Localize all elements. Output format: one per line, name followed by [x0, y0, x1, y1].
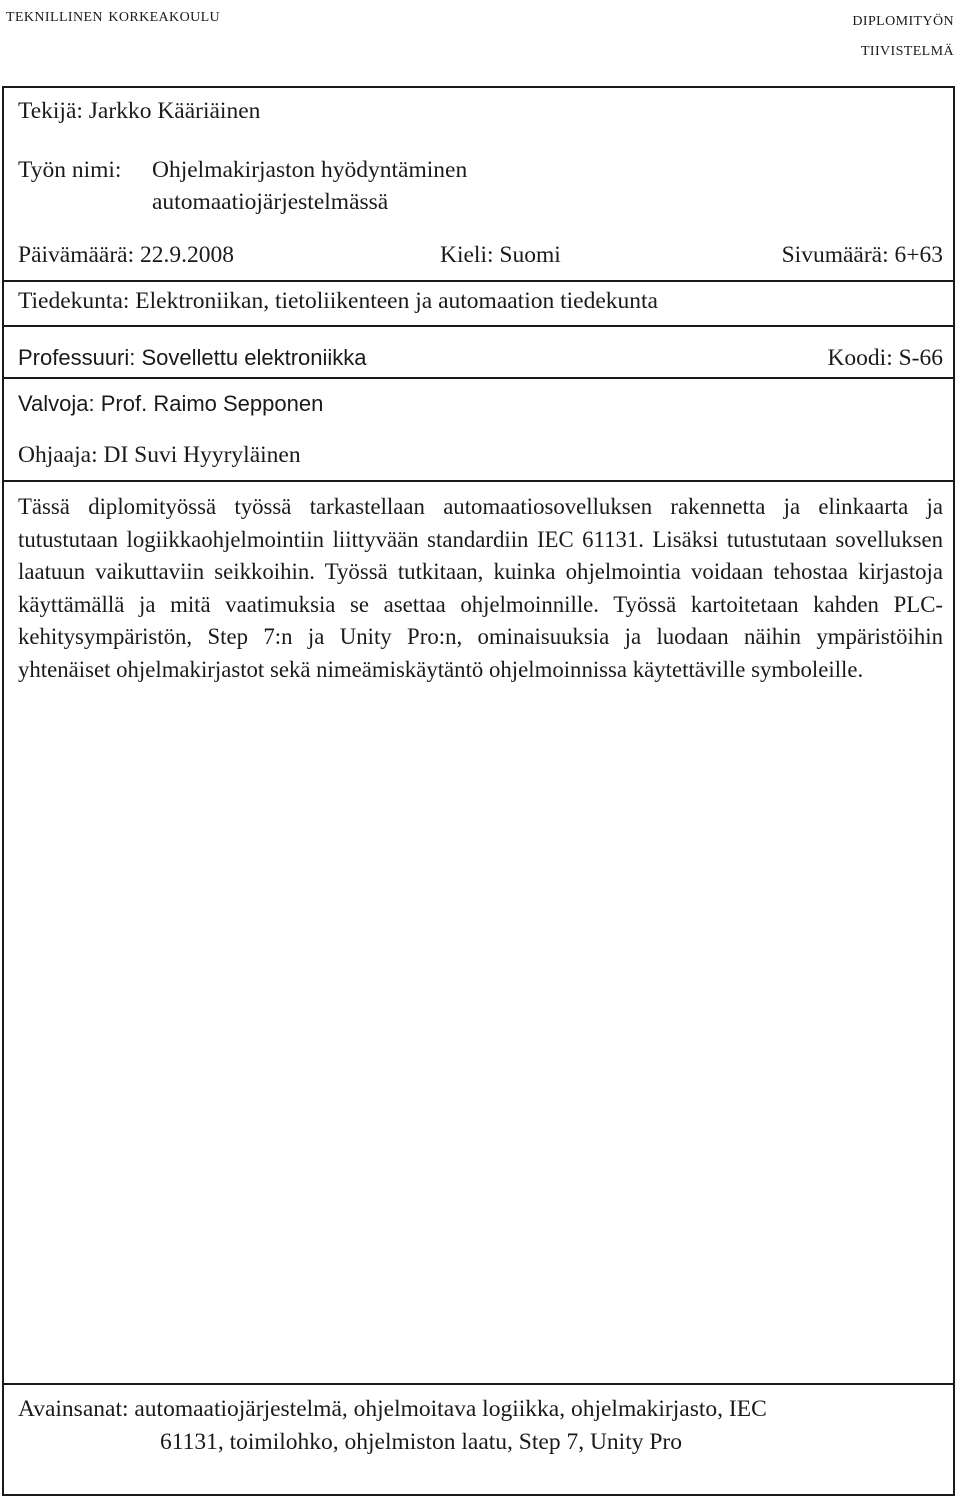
document-type — [852, 4, 954, 64]
keywords-line2: 61131, toimilohko, ohjelmiston laatu, Step 7, Unity Pro — [160, 1429, 682, 1455]
divider-line — [2, 377, 955, 379]
university-name: teknillinen korkeakoulu — [6, 4, 221, 26]
thesis-title-label: Työn nimi: — [18, 157, 122, 183]
keywords-line1: Avainsanat: automaatiojärjestelmä, ohjelmoitava logiikka, ohjelmakirjasto, IEC — [18, 1396, 767, 1422]
document-type-line1: diplomityön — [852, 8, 954, 30]
document-type-line2: tiivistelmä — [860, 38, 954, 60]
instructor-field: Ohjaaja: DI Suvi Hyyryläinen — [18, 442, 301, 468]
divider-line — [2, 480, 955, 482]
faculty-field: Tiedekunta: Elektroniikan, tietoliikenteen ja automaation tiedekunta — [18, 288, 658, 314]
author-field: Tekijä: Jarkko Kääriäinen — [18, 98, 261, 124]
document-header — [0, 0, 960, 80]
keywords-field — [18, 1393, 938, 1459]
page-count-field: Sivumäärä: 6+63 — [781, 242, 943, 268]
date-field: Päivämäärä: 22.9.2008 — [18, 242, 235, 268]
language-field: Kieli: Suomi — [440, 242, 561, 268]
thesis-title-line2: automaatiojärjestelmässä — [152, 189, 389, 215]
divider-line — [2, 280, 955, 282]
code-field: Koodi: S-66 — [827, 345, 943, 371]
divider-line — [2, 325, 955, 327]
thesis-title-line1: Ohjelmakirjaston hyödyntäminen — [152, 157, 468, 183]
supervisor-field: Valvoja: Prof. Raimo Sepponen — [18, 391, 324, 416]
professorship-field: Professuuri: Sovellettu elektroniikka — [18, 345, 367, 370]
abstract-text: Tässä diplomityössä työssä tarkastellaan automaatiosovelluksen rakennetta ja elinkaarta ja tutustutaan logiikkaohjelmointiin liittyvään standardiin IEC 61131. Lisäksi tutustutaan sovelluksen laatuun vaikuttaviin seikkoihin. Työssä tutkitaan, kuinka ohjelmointia voidaan tehostaa kirjastoja käyttämällä ja mitä vaatimuksia se asettaa ohjelmoinnille. Työssä kartoitetaan kahden PLC-kehitysympäristön, Step 7:n ja Unity Pro:n, ominaisuuksia ja luodaan näihin ympäristöihin yhtenäiset ohjelmakirjastot sekä nimeämiskäytäntö ohjelmoinnissa käytettäville symboleille. — [18, 494, 943, 682]
divider-line — [2, 1383, 955, 1385]
